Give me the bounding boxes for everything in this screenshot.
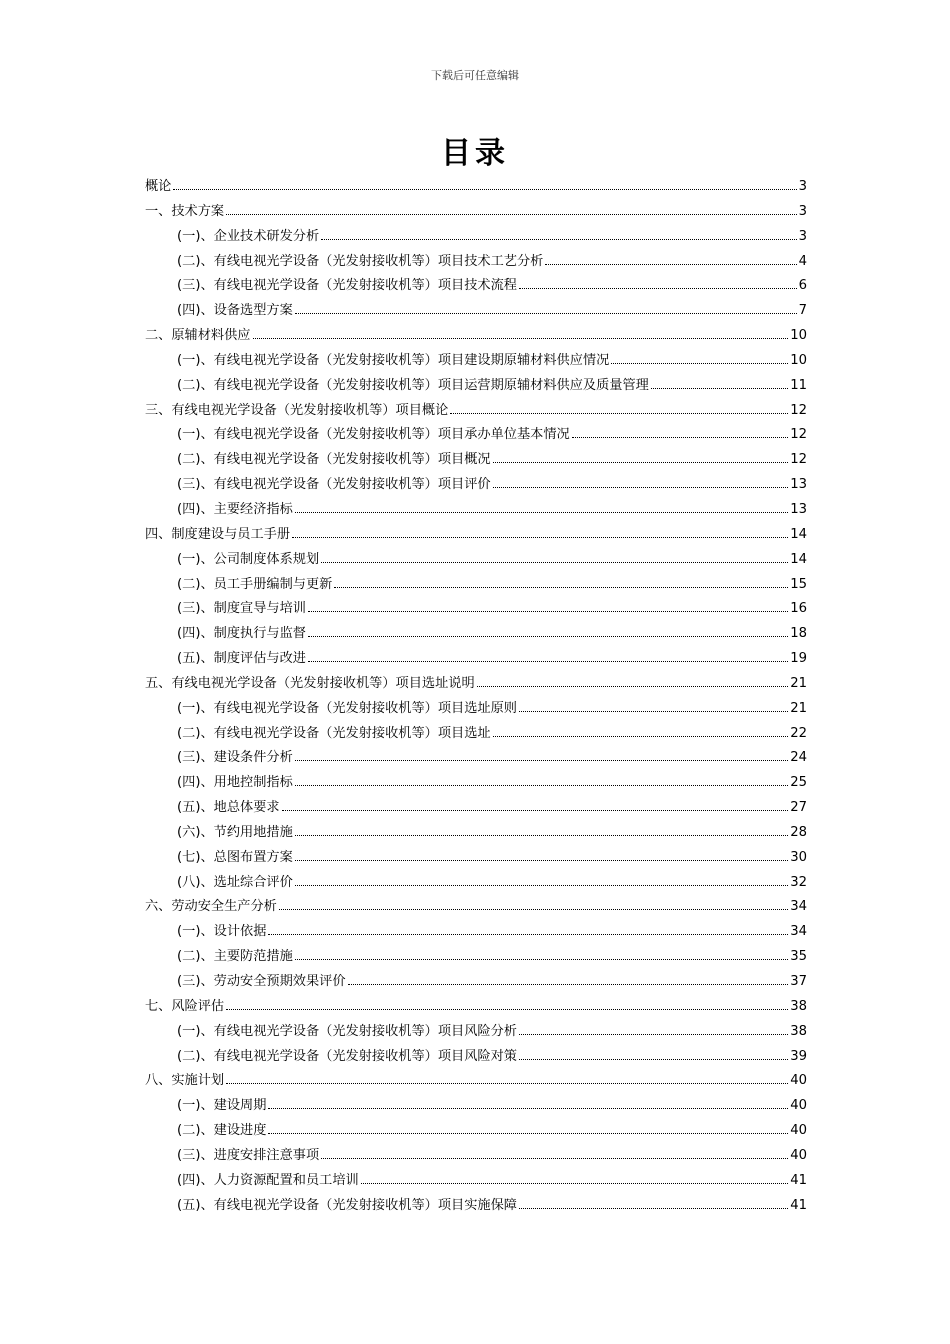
toc-entry-page: 6: [798, 278, 807, 294]
toc-entry[interactable]: [145, 473, 807, 498]
toc-entry[interactable]: [145, 448, 807, 473]
toc-entry-label: (一)、有线电视光学设备（光发射接收机等）项目风险分析: [177, 1023, 517, 1039]
toc-entry[interactable]: [145, 374, 807, 399]
toc-entry[interactable]: [145, 622, 807, 647]
toc-entry-label: (二)、员工手册编制与更新: [177, 576, 333, 592]
toc-entry-page: 10: [790, 328, 807, 344]
toc-entry-page: 22: [790, 725, 807, 741]
toc-entry-page: 18: [790, 626, 807, 642]
toc-dot-leader: [226, 214, 796, 215]
toc-entry-label: (三)、进度安排注意事项: [177, 1147, 320, 1163]
toc-entry[interactable]: [145, 796, 807, 821]
toc-entry[interactable]: [145, 697, 807, 722]
toc-entry-label: (五)、地总体要求: [177, 800, 280, 816]
toc-entry-label: (四)、制度执行与监督: [177, 626, 306, 642]
toc-entry-page: 24: [790, 750, 807, 766]
toc-entry-page: 21: [790, 675, 807, 691]
toc-entry[interactable]: [145, 498, 807, 523]
toc-entry[interactable]: [145, 846, 807, 871]
toc-dot-leader: [519, 711, 788, 712]
toc-dot-leader: [295, 512, 788, 513]
toc-entry-label: 二、原辅材料供应: [145, 328, 251, 344]
toc-entry-label: (三)、有线电视光学设备（光发射接收机等）项目技术流程: [177, 278, 517, 294]
toc-dot-leader: [308, 636, 788, 637]
toc-dot-leader: [651, 388, 788, 389]
toc-entry-page: 13: [790, 501, 807, 517]
toc-entry-label: (一)、有线电视光学设备（光发射接收机等）项目承办单位基本情况: [177, 427, 570, 443]
toc-dot-leader: [282, 810, 789, 811]
toc-dot-leader: [295, 959, 788, 960]
toc-entry-label: 八、实施计划: [145, 1073, 225, 1089]
toc-entry-label: (二)、有线电视光学设备（光发射接收机等）项目风险对策: [177, 1048, 517, 1064]
page-title: 目录: [441, 136, 509, 171]
toc-dot-leader: [545, 264, 796, 265]
toc-entry-page: 41: [790, 1172, 807, 1188]
toc-entry-page: 12: [790, 427, 807, 443]
toc-entry[interactable]: [145, 970, 807, 995]
toc-dot-leader: [361, 1183, 788, 1184]
toc-entry[interactable]: [145, 299, 807, 324]
toc-dot-leader: [321, 239, 796, 240]
toc-entry[interactable]: [145, 871, 807, 896]
toc-entry-page: 12: [790, 402, 807, 418]
toc-entry-label: 四、制度建设与员工手册: [145, 526, 291, 542]
toc-entry-label: (四)、用地控制指标: [177, 775, 293, 791]
toc-entry-page: 40: [790, 1147, 807, 1163]
toc-entry-label: (一)、设计依据: [177, 924, 267, 940]
toc-entry-label: (三)、建设条件分析: [177, 750, 293, 766]
toc-entry-page: 40: [790, 1073, 807, 1089]
toc-entry-label: (八)、选址综合评价: [177, 874, 293, 890]
toc-entry-page: 7: [798, 303, 807, 319]
table-of-contents: [145, 175, 807, 1218]
toc-entry-label: (六)、节约用地措施: [177, 824, 293, 840]
toc-entry-page: 11: [790, 377, 807, 393]
toc-entry-page: 39: [790, 1048, 807, 1064]
toc-entry[interactable]: [145, 349, 807, 374]
toc-entry[interactable]: [145, 523, 807, 548]
toc-entry[interactable]: [145, 895, 807, 920]
toc-dot-leader: [477, 686, 789, 687]
toc-entry[interactable]: [145, 274, 807, 299]
toc-entry-label: (一)、企业技术研发分析: [177, 228, 320, 244]
toc-dot-leader: [334, 587, 788, 588]
toc-entry-label: 三、有线电视光学设备（光发射接收机等）项目概论: [145, 402, 449, 418]
toc-dot-leader: [519, 1208, 788, 1209]
toc-entry-page: 4: [798, 253, 807, 269]
toc-entry[interactable]: [145, 722, 807, 747]
toc-dot-leader: [173, 189, 796, 190]
toc-entry-label: 概论: [145, 179, 172, 194]
toc-entry-label: (一)、公司制度体系规划: [177, 551, 320, 567]
toc-entry[interactable]: [145, 250, 807, 275]
page-header: 下载后可任意编辑: [431, 69, 519, 82]
toc-entry[interactable]: [145, 1094, 807, 1119]
toc-dot-leader: [295, 760, 788, 761]
toc-entry[interactable]: [145, 548, 807, 573]
toc-entry-label: 五、有线电视光学设备（光发射接收机等）项目选址说明: [145, 675, 475, 691]
toc-entry-page: 16: [790, 601, 807, 617]
toc-entry-label: (一)、有线电视光学设备（光发射接收机等）项目选址原则: [177, 700, 517, 716]
toc-entry-label: (一)、有线电视光学设备（光发射接收机等）项目建设期原辅材料供应情况: [177, 352, 610, 368]
toc-entry-label: (二)、有线电视光学设备（光发射接收机等）项目技术工艺分析: [177, 253, 544, 269]
toc-entry[interactable]: [145, 1194, 807, 1219]
toc-entry-page: 40: [790, 1098, 807, 1114]
toc-entry[interactable]: [145, 1045, 807, 1070]
toc-dot-leader: [493, 736, 789, 737]
toc-entry-page: 3: [798, 179, 807, 194]
toc-entry[interactable]: [145, 672, 807, 697]
toc-entry-label: (一)、建设周期: [177, 1098, 267, 1114]
toc-entry[interactable]: [145, 399, 807, 424]
toc-dot-leader: [292, 537, 788, 538]
toc-entry-page: 14: [790, 526, 807, 542]
toc-entry[interactable]: [145, 771, 807, 796]
toc-entry-page: 19: [790, 651, 807, 667]
toc-entry[interactable]: [145, 573, 807, 598]
toc-dot-leader: [295, 835, 788, 836]
toc-entry-label: (七)、总图布置方案: [177, 849, 293, 865]
toc-entry-label: (二)、建设进度: [177, 1123, 267, 1139]
toc-entry-page: 32: [790, 874, 807, 890]
toc-dot-leader: [572, 437, 788, 438]
toc-entry[interactable]: [145, 324, 807, 349]
toc-entry-label: (五)、有线电视光学设备（光发射接收机等）项目实施保障: [177, 1197, 517, 1213]
toc-dot-leader: [321, 1158, 788, 1159]
toc-entry-page: 10: [790, 352, 807, 368]
toc-dot-leader: [450, 413, 788, 414]
toc-entry[interactable]: [145, 920, 807, 945]
toc-dot-leader: [295, 785, 788, 786]
toc-entry-label: (三)、有线电视光学设备（光发射接收机等）项目评价: [177, 477, 491, 493]
toc-entry-label: (二)、有线电视光学设备（光发射接收机等）项目选址: [177, 725, 491, 741]
toc-entry[interactable]: [145, 1119, 807, 1144]
toc-dot-leader: [295, 885, 788, 886]
toc-entry-label: (五)、制度评估与改进: [177, 651, 306, 667]
toc-entry[interactable]: [145, 746, 807, 771]
toc-entry-page: 27: [790, 800, 807, 816]
toc-dot-leader: [348, 984, 789, 985]
toc-dot-leader: [611, 363, 788, 364]
toc-entry[interactable]: [145, 647, 807, 672]
toc-dot-leader: [493, 462, 789, 463]
toc-entry-label: (四)、人力资源配置和员工培训: [177, 1172, 359, 1188]
toc-entry-page: 13: [790, 477, 807, 493]
toc-dot-leader: [493, 487, 789, 488]
toc-entry-page: 34: [790, 924, 807, 940]
toc-dot-leader: [268, 1133, 788, 1134]
toc-dot-leader: [321, 562, 788, 563]
toc-entry-label: (三)、制度宣导与培训: [177, 601, 306, 617]
toc-entry[interactable]: [145, 1169, 807, 1194]
toc-entry[interactable]: [145, 225, 807, 250]
toc-entry-label: (二)、主要防范措施: [177, 949, 293, 965]
toc-entry[interactable]: [145, 423, 807, 448]
toc-entry-page: 34: [790, 899, 807, 915]
toc-entry[interactable]: [145, 945, 807, 970]
toc-entry-page: 40: [790, 1123, 807, 1139]
toc-entry[interactable]: [145, 1144, 807, 1169]
toc-entry-page: 38: [790, 998, 807, 1014]
toc-entry-label: 一、技术方案: [145, 203, 225, 219]
toc-dot-leader: [308, 661, 788, 662]
toc-dot-leader: [253, 338, 789, 339]
toc-entry[interactable]: [145, 1069, 807, 1094]
toc-entry-label: 七、风险评估: [145, 998, 225, 1014]
toc-entry-label: (四)、主要经济指标: [177, 501, 293, 517]
toc-entry-page: 3: [798, 203, 807, 219]
toc-dot-leader: [279, 909, 788, 910]
toc-entry-page: 35: [790, 949, 807, 965]
toc-entry-page: 21: [790, 700, 807, 716]
toc-dot-leader: [295, 313, 797, 314]
toc-entry-page: 12: [790, 452, 807, 468]
toc-entry-page: 41: [790, 1197, 807, 1213]
toc-entry-page: 28: [790, 824, 807, 840]
toc-dot-leader: [226, 1083, 788, 1084]
toc-entry-page: 15: [790, 576, 807, 592]
toc-entry-label: (三)、劳动安全预期效果评价: [177, 974, 346, 989]
toc-entry-label: (二)、有线电视光学设备（光发射接收机等）项目概况: [177, 452, 491, 468]
toc-dot-leader: [268, 1108, 788, 1109]
toc-entry-page: 25: [790, 775, 807, 791]
toc-dot-leader: [295, 860, 788, 861]
toc-entry-page: 37: [790, 974, 807, 989]
toc-entry[interactable]: [145, 175, 807, 200]
toc-dot-leader: [308, 611, 788, 612]
toc-entry[interactable]: [145, 1020, 807, 1045]
toc-entry[interactable]: [145, 200, 807, 225]
toc-entry-page: 30: [790, 849, 807, 865]
toc-dot-leader: [519, 1059, 788, 1060]
toc-entry-label: 六、劳动安全生产分析: [145, 899, 277, 915]
toc-entry-page: 3: [798, 228, 807, 244]
toc-dot-leader: [268, 934, 788, 935]
toc-entry-page: 14: [790, 551, 807, 567]
toc-entry-label: (二)、有线电视光学设备（光发射接收机等）项目运营期原辅材料供应及质量管理: [177, 377, 649, 393]
toc-entry[interactable]: [145, 597, 807, 622]
toc-dot-leader: [519, 1034, 788, 1035]
toc-entry-page: 38: [790, 1023, 807, 1039]
toc-entry-label: (四)、设备选型方案: [177, 303, 293, 319]
toc-entry[interactable]: [145, 821, 807, 846]
toc-dot-leader: [519, 288, 797, 289]
toc-dot-leader: [226, 1009, 788, 1010]
toc-entry[interactable]: [145, 995, 807, 1020]
